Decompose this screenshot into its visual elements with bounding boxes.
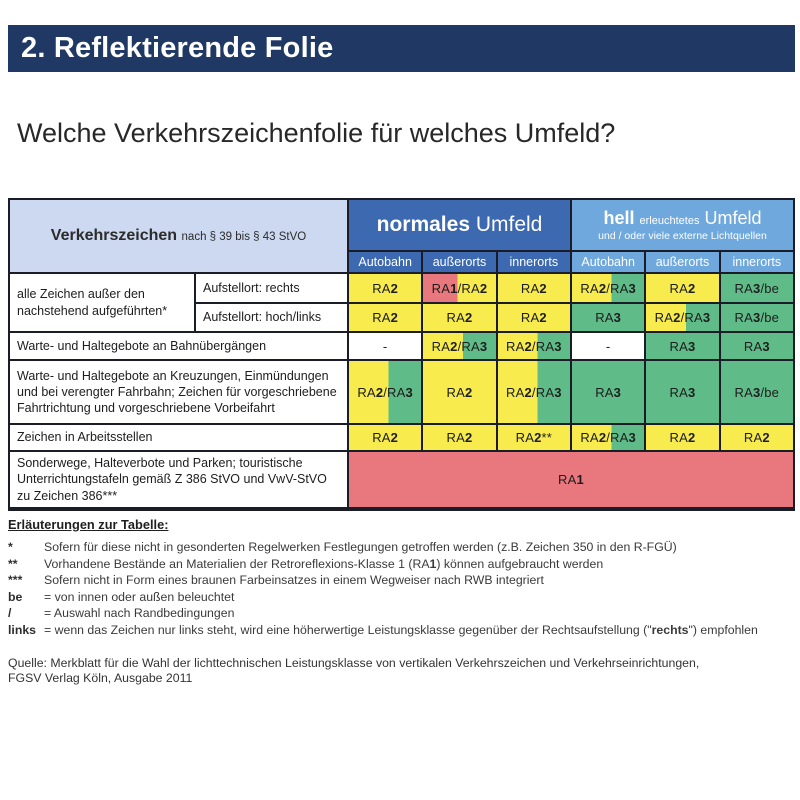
subheader-1-1: außerorts bbox=[646, 252, 718, 272]
value-cell-bahnuebergaenge-3: - bbox=[572, 333, 644, 359]
foil-environment-table bbox=[8, 198, 795, 511]
corner-subtitle: nach § 39 bis § 43 StVO bbox=[181, 231, 307, 243]
section-title: 2. Reflektierende Folie bbox=[21, 32, 334, 64]
note-item bbox=[8, 556, 794, 573]
note-text: Vorhandene Bestände an Materialien der Retroreflexions-Klasse 1 (RA1) können aufgebraucht werden bbox=[44, 556, 604, 571]
value-cell-arbeitsstellen-3: RA 2 /RA 3 bbox=[572, 425, 644, 450]
note-item bbox=[8, 539, 794, 556]
note-item bbox=[8, 572, 794, 589]
value-cell-kreuzungen-0: RA 2 /RA 3 bbox=[349, 361, 421, 423]
corner-title: Verkehrszeichen bbox=[50, 227, 178, 244]
group-header-normales-umfeld bbox=[349, 200, 570, 250]
value-cell-kreuzungen-5: RA 3 /be bbox=[721, 361, 793, 423]
value-cell-bahnuebergaenge-0: - bbox=[349, 333, 421, 359]
value-cell-kreuzungen-2: RA 2 /RA 3 bbox=[498, 361, 570, 423]
value-cell-bahnuebergaenge-2: RA 2 /RA 3 bbox=[498, 333, 570, 359]
value-cell-alle-zeichen-rechts-0: RA 2 bbox=[349, 274, 421, 302]
notes-list bbox=[8, 539, 794, 639]
value-cell-arbeitsstellen-0: RA 2 bbox=[349, 425, 421, 450]
value-cell-alle-zeichen-hoch-links-0: RA 2 bbox=[349, 304, 421, 331]
value-cell-alle-zeichen-rechts-2: RA 2 bbox=[498, 274, 570, 302]
subheader-1-0: Autobahn bbox=[572, 252, 644, 272]
row-label-arbeitsstellen: Zeichen in Arbeitsstellen bbox=[10, 425, 347, 450]
value-cell-alle-zeichen-hoch-links-2: RA 2 bbox=[498, 304, 570, 331]
value-cell-alle-zeichen-hoch-links-1: RA 2 bbox=[423, 304, 495, 331]
source-reference bbox=[8, 656, 794, 687]
value-cell-alle-zeichen-rechts-3: RA 2 /RA 3 bbox=[572, 274, 644, 302]
subheader-0-1: außerorts bbox=[423, 252, 495, 272]
row-sublabel-alle-zeichen-rechts: Aufstellort: rechts bbox=[196, 274, 347, 302]
note-symbol: ** bbox=[8, 556, 18, 571]
value-cell-bahnuebergaenge-1: RA 2 /RA 3 bbox=[423, 333, 495, 359]
row-sublabel-alle-zeichen-hoch-links: Aufstellort: hoch/links bbox=[196, 304, 347, 331]
subheader-0-2: innerorts bbox=[498, 252, 570, 272]
value-cell-alle-zeichen-hoch-links-5: RA 3 /be bbox=[721, 304, 793, 331]
value-cell-bahnuebergaenge-5: RA 3 bbox=[721, 333, 793, 359]
value-cell-alle-zeichen-rechts-4: RA 2 bbox=[646, 274, 718, 302]
row-label-sonderwege: Sonderwege, Halteverbote und Parken; touristische Unterrichtungstafeln gemäß Z 386 StVO und VwV-StVO zu Zeichen 386*** bbox=[10, 452, 347, 507]
corner-header-cell bbox=[10, 200, 347, 272]
value-cell-sonderwege-0: RA 1 bbox=[349, 452, 793, 507]
value-cell-bahnuebergaenge-4: RA 3 bbox=[646, 333, 718, 359]
subheader-0-0: Autobahn bbox=[349, 252, 421, 272]
value-cell-arbeitsstellen-5: RA 2 bbox=[721, 425, 793, 450]
section-header-bar bbox=[8, 25, 795, 72]
source-line-2: FGSV Verlag Köln, Ausgabe 2011 bbox=[8, 671, 193, 686]
note-text: = Auswahl nach Randbedingungen bbox=[44, 606, 235, 621]
group-header-hell-umfeld bbox=[572, 200, 793, 250]
note-text: = wenn das Zeichen nur links steht, wird eine höherwertige Leistungsklasse gegenüber der Rechtsaufstellung ("rechts") empfohlen bbox=[44, 622, 758, 637]
group-header-hell-line1 bbox=[604, 208, 762, 230]
page-title: Welche Verkehrszeichenfolie für welches Umfeld? bbox=[17, 118, 616, 148]
notes-heading: Erläuterungen zur Tabelle: bbox=[8, 517, 169, 532]
value-cell-kreuzungen-4: RA 3 bbox=[646, 361, 718, 423]
note-symbol: * bbox=[8, 540, 13, 554]
group-header-hell-bold: hell bbox=[603, 207, 635, 228]
row-label-kreuzungen: Warte- und Haltegebote an Kreuzungen, Einmündungen und bei verengter Fahrbahn; Zeichen für vorgeschriebene Fahrtrichtung und vorgeschriebene Vorbeifahrt bbox=[10, 361, 347, 423]
note-symbol: be bbox=[8, 589, 23, 604]
note-text: Sofern für diese nicht in gesonderten Regelwerken Festlegungen getroffen werden (z.B. Zeichen 350 in den R-FGÜ) bbox=[44, 540, 677, 554]
value-cell-arbeitsstellen-4: RA 2 bbox=[646, 425, 718, 450]
group-header-normales-bold: normales bbox=[376, 213, 470, 236]
value-cell-arbeitsstellen-2: RA 2 ** bbox=[498, 425, 570, 450]
note-item bbox=[8, 605, 794, 622]
subheader-1-2: innerorts bbox=[721, 252, 793, 272]
note-item bbox=[8, 622, 794, 639]
corner-header-text bbox=[51, 227, 306, 245]
note-text: Sofern nicht in Form eines braunen Farbeinsatzes in einem Wegweiser nach RWB integriert bbox=[44, 573, 544, 588]
value-cell-kreuzungen-3: RA 3 bbox=[572, 361, 644, 423]
value-cell-alle-zeichen-hoch-links-3: RA 3 bbox=[572, 304, 644, 331]
note-symbol: *** bbox=[8, 573, 23, 588]
row-label-bahnuebergaenge: Warte- und Haltegebote an Bahnübergängen bbox=[10, 333, 347, 359]
group-header-hell-subtitle: und / oder viele externe Lichtquellen bbox=[598, 229, 767, 242]
value-cell-alle-zeichen-rechts-1: RA 1 /RA 2 bbox=[423, 274, 495, 302]
group-header-hell-rest: Umfeld bbox=[704, 207, 762, 228]
value-cell-kreuzungen-1: RA 2 bbox=[423, 361, 495, 423]
group-header-normales-rest: Umfeld bbox=[475, 213, 543, 236]
table-notes bbox=[8, 517, 794, 687]
group-header-hell-small: erleuchtetes bbox=[639, 214, 700, 227]
value-cell-arbeitsstellen-1: RA 2 bbox=[423, 425, 495, 450]
note-text: = von innen oder außen beleuchtet bbox=[44, 589, 235, 604]
value-cell-alle-zeichen-hoch-links-4: RA 2 /RA 3 bbox=[646, 304, 718, 331]
note-item bbox=[8, 589, 794, 606]
row-label-alle-zeichen-rechts: alle Zeichen außer den nachstehend aufgeführten* bbox=[10, 274, 194, 331]
source-line-1: Quelle: Merkblatt für die Wahl der lichttechnischen Leistungsklasse von vertikalen Verkehrszeichen und Verkehrseinrichtungen, bbox=[8, 655, 700, 670]
value-cell-alle-zeichen-rechts-5: RA 3 /be bbox=[721, 274, 793, 302]
note-symbol: links bbox=[8, 622, 37, 637]
note-symbol: / bbox=[8, 606, 12, 621]
